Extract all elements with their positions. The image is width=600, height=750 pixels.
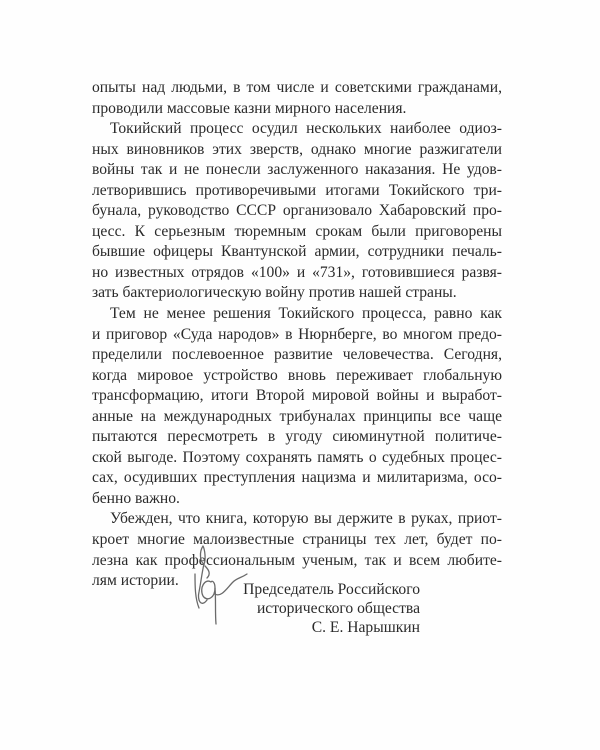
text-line: сах, осудивших преступления нацизма и милитаризма, осо-: [92, 469, 502, 487]
text-line: кроет многие малоизвестные страницы тех лет, будет по-: [92, 531, 502, 549]
text-line: зать бактериологическую войну против нашей страны.: [92, 284, 457, 302]
body-text: [92, 78, 502, 592]
text-line: трансформацию, итоги Второй мировой войны и выработ-: [92, 387, 502, 405]
signatory-organization: исторического общества: [256, 600, 420, 617]
text-line: бенно важно.: [92, 489, 180, 507]
signature-block: [243, 580, 420, 637]
signatory-name: С. Е. Нарышкин: [311, 619, 420, 636]
text-line: опыты над людьми, в том числе и советскими гражданами,: [92, 79, 502, 96]
text-line: ных виновников этих зверств, однако многие разжигатели: [92, 140, 502, 158]
text-line: и приговор «Суда народов» в Нюрнберге, во многом предо-: [92, 325, 502, 343]
text-line: Тем не менее решения Токийского процесса, равно как: [110, 305, 502, 323]
signatory-title: Председатель Российского: [243, 581, 420, 598]
text-line: ской выгоде. Поэтому сохранять память о судебных процес-: [92, 448, 502, 466]
text-line: бунала, руководство СССР организовало Хабаровский про-: [92, 202, 502, 220]
text-line: Убежден, что книга, которую вы держите в руках, приот-: [110, 510, 502, 528]
text-line: анные на международных трибуналах принципы все чаще: [92, 407, 502, 425]
text-line: пределили послевоенное развитие человечества. Сегодня,: [92, 346, 502, 364]
text-line: пытаются пересмотреть в угоду сиюминутной политиче-: [92, 428, 502, 446]
text-line: лезна как профессиональным ученым, так и всем любите-: [92, 551, 502, 569]
text-line: лям истории.: [92, 572, 179, 590]
text-line: но известных отрядов «100» и «731», готовившиеся развя-: [92, 263, 502, 281]
text-line: цесс. К серьезным тюремным срокам были приговорены: [92, 222, 502, 240]
text-line: когда мировое устройство вновь переживает глобальную: [92, 366, 502, 384]
text-line: войны так и не понесли заслуженного наказания. Не удов-: [92, 161, 502, 179]
text-line: проводили массовые казни мирного населения.: [92, 99, 407, 117]
text-line: бывшие офицеры Квантунской армии, сотрудники печаль-: [92, 243, 502, 261]
text-line: летворившись противоречивыми итогами Токийского три-: [92, 181, 502, 199]
text-line: Токийский процесс осудил нескольких наиболее одиоз-: [110, 120, 502, 138]
